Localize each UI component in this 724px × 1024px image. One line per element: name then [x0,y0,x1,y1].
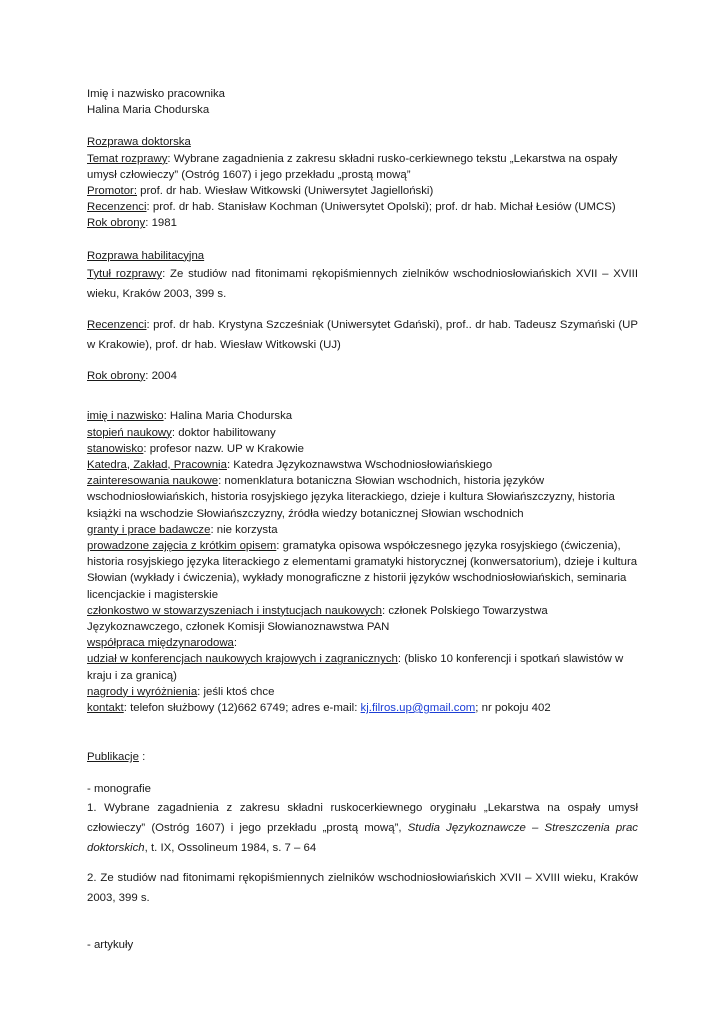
contact-email-link[interactable]: kj.filros.up@gmail.com [360,701,476,714]
profile-contact-text-2: ; nr pokoju 402 [475,701,551,714]
profile-degree-label: stopień naukowy [87,426,172,439]
profile-cooperation [87,635,638,651]
publication-item-1-italic: Studia Językoznawcze – Streszczenia prac doktorskich [87,821,638,854]
profile-interests-text: : nomenklatura botaniczna Słowian wschodnich, historia języków wschodniosłowiańskich, historia rosyjskiego języka literackiego, dzieje i kultura Słowiańszczyzny, historia książki na wschodzie Słowiańszczyzny, źródła wiedzy botanicznej Słowian wschodnich [87,475,615,520]
profile-position [87,441,638,457]
profile-position-label: stanowisko [87,442,144,455]
profile-unit [87,457,638,473]
profile-position-text: : profesor nazw. UP w Krakowie [143,442,304,455]
profile-awards-text: : jeśli ktoś chce [197,685,275,698]
employee-name: Halina Maria Chodurska [87,104,210,117]
habilitation-reviewers [87,315,638,356]
doctoral-heading-text: Rozprawa doktorska [87,136,191,149]
profile-degree-text: : doktor habilitowany [171,426,276,439]
publication-item-1-suffix: , t. IX, Ossolineum 1984, s. 7 – 64 [144,841,317,854]
doctoral-year-label: Rok obrony [87,217,146,230]
habilitation-title-text: : Ze studiów nad fitonimami rękopiśmiennych zielników wschodniosłowiańskich XVII – XVIII wieku, Kraków 2003, 399 s. [87,267,638,301]
document-page [87,86,638,953]
profile-name-label: imię i nazwisko [87,410,164,423]
profile-name-text: : Halina Maria Chodurska [163,410,293,423]
habilitation-reviewers-text: : prof. dr hab. Krystyna Szcześniak (Uniwersytet Gdański), prof.. dr hab. Tadeusz Szymański (UP w Krakowie), prof. dr hab. Wiesław Witkowski (UJ) [87,318,638,352]
habilitation-year [87,366,638,387]
profile-awards-label: nagrody i wyróżnienia [87,685,198,698]
doctoral-promoter-label: Promotor: [87,185,138,198]
publication-item-1 [87,798,638,858]
monographs-label: - monografie [87,783,151,796]
profile-cooperation-text: : [233,637,238,650]
publications-heading [87,749,638,765]
profile-grants-label: granty i prace badawcze [87,523,211,536]
employee-label: Imię i nazwisko pracownika [87,88,226,100]
doctoral-promoter [87,183,638,199]
doctoral-year [87,215,638,231]
doctoral-topic-label: Temat rozprawy [87,152,168,165]
profile-unit-label: Katedra, Zakład, Pracownia [87,458,227,471]
habilitation-reviewers-label: Recenzenci [87,318,147,331]
profile-interests-label: zainteresowania naukowe [87,475,219,488]
profile-classes-label: prowadzone zajęcia z krótkim opisem [87,539,277,552]
habilitation-title-label: Tytuł rozprawy [87,267,163,280]
profile-cooperation-label: współpraca międzynarodowa [87,637,234,650]
articles-label: - artykuły [87,938,134,951]
profile-membership [87,603,638,635]
doctoral-reviewers-text: : prof. dr hab. Stanisław Kochman (Uniwersytet Opolski); prof. dr hab. Michał Łesiów (UMCS) [146,201,616,214]
profile-grants-text: : nie korzysta [210,523,278,536]
profile-degree [87,425,638,441]
profile-classes [87,538,638,603]
profile-unit-text: : Katedra Językoznawstwa Wschodniosłowiańskiego [226,458,493,471]
profile-classes-text: : gramatyka opisowa współczesnego języka rosyjskiego (ćwiczenia), historia rosyjskiego języka literackiego z elementami gramatyki historycznej (konwersatorium), dzieje i kultura Słowian (wykłady i ćwiczenia), wykłady monograficzne z historii języków wschodniosłowiańskich, seminaria licencjackie i magisterskie [87,539,638,601]
profile-membership-text: : członek Polskiego Towarzystwa Językoznawczego, członek Komisji Słowianoznawstwa PAN [87,604,548,633]
profile-contact [87,700,638,716]
doctoral-topic-text: : Wybrane zagadnienia z zakresu składni rusko-cerkiewnego tekstu „Lekarstwa na ospały umysł człowieczy” (Ostróg 1607) i jego przekładu „prostą mową” [87,152,618,181]
profile-interests [87,473,638,522]
habilitation-title [87,264,638,305]
profile-contact-text-1: : telefon służbowy (12)662 6749; adres e-mail: [123,701,361,714]
publications-heading-suffix: : [138,751,146,764]
profile-awards [87,684,638,700]
profile-conferences-text: : (blisko 10 konferencji i spotkań slawistów w kraju i za granicą) [87,653,624,682]
doctoral-reviewers-label: Recenzenci [87,201,147,214]
profile-conferences [87,651,638,683]
doctoral-reviewers [87,199,638,215]
habilitation-heading-text: Rozprawa habilitacyjna [87,249,205,262]
profile-grants [87,522,638,538]
publication-item-1-prefix: 1. Wybrane zagadnienia z zakresu składni ruskocerkiewnego oryginału „Lekarstwa na ospały umysł człowieczy” (Ostróg 1607) i jego przekładu „prostą mową”, [87,801,638,834]
habilitation-year-label: Rok obrony [87,369,146,382]
doctoral-topic [87,151,638,183]
profile-membership-label: członkostwo w stowarzyszeniach i instytucjach naukowych [87,604,383,617]
publication-item-2: 2. Ze studiów nad fitonimami rękopiśmiennych zielników wschodniosłowiańskich XVII – XVIII wieku, Kraków 2003, 399 s. [87,871,638,905]
profile-conferences-label: udział w konferencjach naukowych krajowych i zagranicznych [87,653,398,666]
profile-contact-label: kontakt [87,701,124,714]
doctoral-heading [87,134,638,150]
habilitation-heading [87,248,638,264]
habilitation-year-text: : 2004 [145,369,177,382]
doctoral-promoter-text: prof. dr hab. Wiesław Witkowski (Uniwersytet Jagielloński) [137,185,434,198]
profile-name [87,408,638,424]
doctoral-year-text: : 1981 [145,217,177,230]
publications-heading-text: Publikacje [87,751,139,764]
